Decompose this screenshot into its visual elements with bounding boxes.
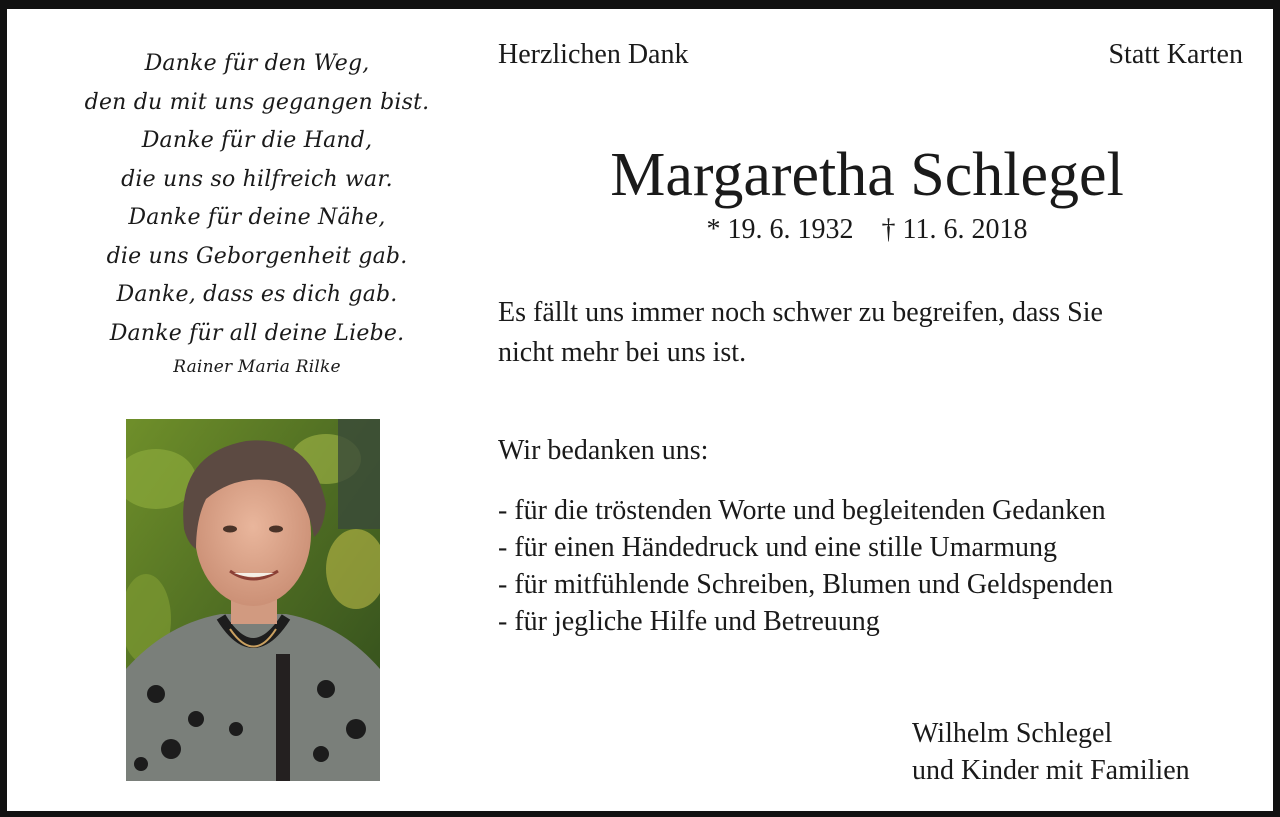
- intro-text: [498, 293, 1238, 373]
- intro-line: Es fällt uns immer noch schwer zu begreifen, dass Sie: [498, 297, 1103, 328]
- signature-line: Wilhelm Schlegel: [912, 718, 1113, 749]
- thanks-item: - für die tröstenden Worte und begleitenden Gedanken: [498, 495, 1106, 526]
- poem-line: die uns Geborgenheit gab.: [106, 243, 408, 269]
- poem-author: Rainer Maria Rilke: [173, 357, 341, 377]
- poem-line: Danke für die Hand,: [141, 128, 373, 153]
- header-note: Statt Karten: [1108, 39, 1243, 70]
- poem-line: Danke für den Weg,: [144, 51, 370, 76]
- poem-line: die uns so hilfreich war.: [121, 166, 393, 192]
- poem-block: [47, 45, 467, 380]
- death-date: † 11. 6. 2018: [881, 214, 1028, 245]
- signature-line: und Kinder mit Familien: [912, 755, 1190, 786]
- poem-line: Danke für all deine Liebe.: [109, 320, 405, 346]
- thanks-item: - für mitfühlende Schreiben, Blumen und Geldspenden: [498, 569, 1114, 600]
- signature-block: [912, 715, 1190, 789]
- header-title: Herzlichen Dank: [498, 39, 689, 70]
- thanks-heading: Wir bedanken uns:: [498, 435, 709, 466]
- poem-line: Danke für deine Nähe,: [128, 205, 386, 230]
- intro-line: nicht mehr bei uns ist.: [498, 337, 747, 368]
- portrait-photo: [126, 419, 380, 781]
- thanks-item: - für einen Händedruck und eine stille Umarmung: [498, 532, 1058, 563]
- life-dates: [487, 214, 1247, 246]
- deceased-name: Margaretha Schlegel: [610, 141, 1124, 209]
- thanks-list: [498, 492, 1113, 640]
- poem-line: den du mit uns gegangen bist.: [84, 89, 430, 115]
- thanks-item: - für jegliche Hilfe und Betreuung: [498, 606, 880, 637]
- poem-line: Danke, dass es dich gab.: [116, 282, 398, 307]
- birth-date: * 19. 6. 1932: [706, 214, 854, 245]
